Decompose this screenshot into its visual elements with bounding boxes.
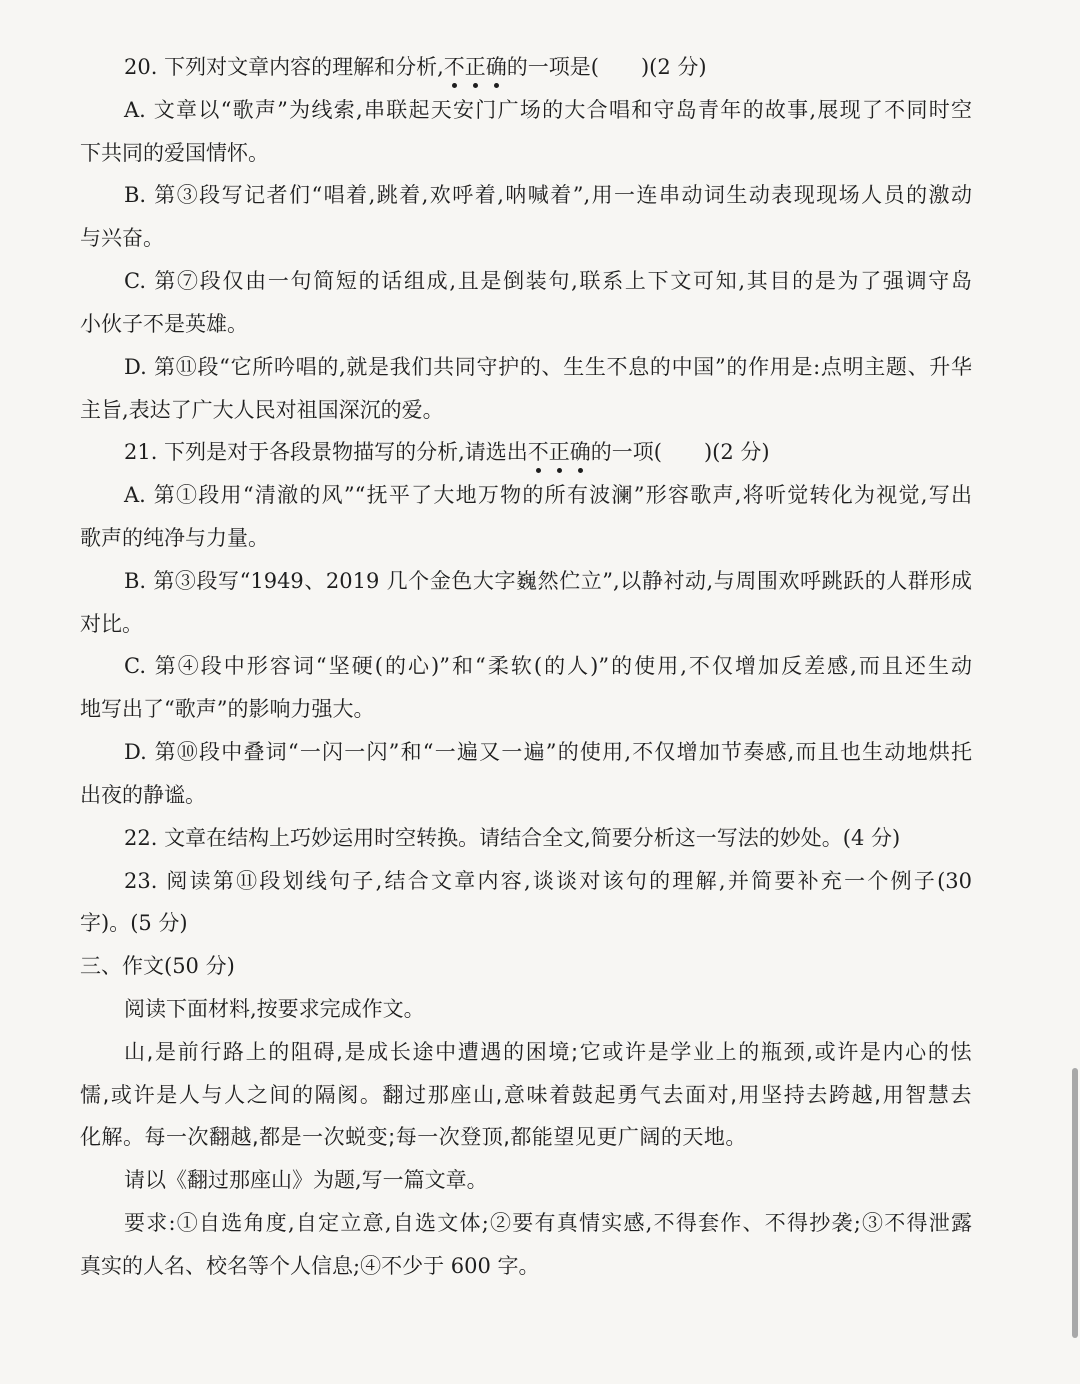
emphasis-dots-icon [528, 468, 591, 474]
essay-requirements-line1: 要求:①自选角度,自定立意,自选文体;②要有真情实感,不得套作、不得抄袭;③不得泄露 [124, 1211, 972, 1235]
q20-option-d-line1: D. 第⑪段“它所吟唱的,就是我们共同守护的、生生不息的中国”的作用是:点明主题、升华 [124, 355, 972, 379]
q23-line1: 23. 阅读第⑪段划线句子,结合文章内容,谈谈对该句的理解,并简要补充一个例子(30 [124, 869, 972, 893]
q20-option-c-line1: C. 第⑦段仅由一句简短的话组成,且是倒装句,联系上下文可知,其目的是为了强调守岛 [124, 269, 972, 293]
q21-stem-after: 的一项( )(2 分) [590, 440, 770, 464]
q21-option-a-line1: A. 第①段用“清澈的风”“抚平了大地万物的所有波澜”形容歌声,将听觉转化为视觉,写出 [124, 483, 972, 507]
q21-option-a-line2: 歌声的纯净与力量。 [80, 526, 269, 550]
q20-stem-after: 的一项是( )(2 分) [506, 55, 707, 79]
q21-emphasis: 不正确 [528, 440, 591, 464]
q20-option-b-line1: B. 第③段写记者们“唱着,跳着,欢呼着,呐喊着”,用一连串动词生动表现现场人员的激动 [124, 183, 972, 207]
q21-option-d-line1: D. 第⑩段中叠词“一闪一闪”和“一遍又一遍”的使用,不仅增加节奏感,而且也生动地烘托 [124, 740, 972, 764]
q21-option-d-line2: 出夜的静谧。 [80, 783, 206, 807]
q21-stem [124, 437, 972, 467]
q20-option-b-line2: 与兴奋。 [80, 226, 164, 250]
q20-option-c-line2: 小伙子不是英雄。 [80, 312, 248, 336]
q21-option-c-line1: C. 第④段中形容词“坚硬(的心)”和“柔软(的人)”的使用,不仅增加反差感,而且还生动 [124, 654, 972, 678]
q20-option-a-line2: 下共同的爱国情怀。 [80, 141, 269, 165]
essay-topic: 请以《翻过那座山》为题,写一篇文章。 [124, 1168, 488, 1192]
section3-title: 三、作文(50 分) [80, 954, 235, 978]
q20-option-d-line2: 主旨,表达了广大人民对祖国深沉的爱。 [80, 398, 444, 422]
q23-line2: 字)。(5 分) [80, 911, 188, 935]
q20-emphasis: 不正确 [444, 55, 507, 79]
essay-material-line3: 化解。每一次翻越,都是一次蜕变;每一次登顶,都能望见更广阔的天地。 [80, 1125, 747, 1149]
essay-requirements-line2: 真实的人名、校名等个人信息;④不少于 600 字。 [80, 1254, 540, 1278]
essay-instruction: 阅读下面材料,按要求完成作文。 [124, 997, 425, 1021]
q20-stem-before: 20. 下列对文章内容的理解和分析, [124, 55, 444, 79]
essay-material-line1: 山,是前行路上的阻碍,是成长途中遭遇的困境;它或许是学业上的瓶颈,或许是内心的怯 [124, 1040, 972, 1064]
q21-option-b-line2: 对比。 [80, 612, 143, 636]
q22-text: 22. 文章在结构上巧妙运用时空转换。请结合全文,简要分析这一写法的妙处。(4 分) [124, 826, 901, 850]
q21-option-b-line1: B. 第③段写“1949、2019 几个金色大字巍然伫立”,以静衬动,与周围欢呼跳跃的人群形成 [124, 569, 972, 593]
q21-stem-before: 21. 下列是对于各段景物描写的分析,请选出 [124, 440, 528, 464]
q21-option-c-line2: 地写出了“歌声”的影响力强大。 [80, 697, 375, 721]
q20-option-a-line1: A. 文章以“歌声”为线索,串联起天安门广场的大合唱和守岛青年的故事,展现了不同时空 [124, 98, 972, 122]
emphasis-dots-icon [444, 83, 507, 89]
q20-stem [124, 52, 972, 82]
vertical-scrollbar[interactable] [1072, 1068, 1078, 1338]
essay-material-line2: 懦,或许是人与人之间的隔阂。翻过那座山,意味着鼓起勇气去面对,用坚持去跨越,用智慧去 [80, 1083, 972, 1107]
